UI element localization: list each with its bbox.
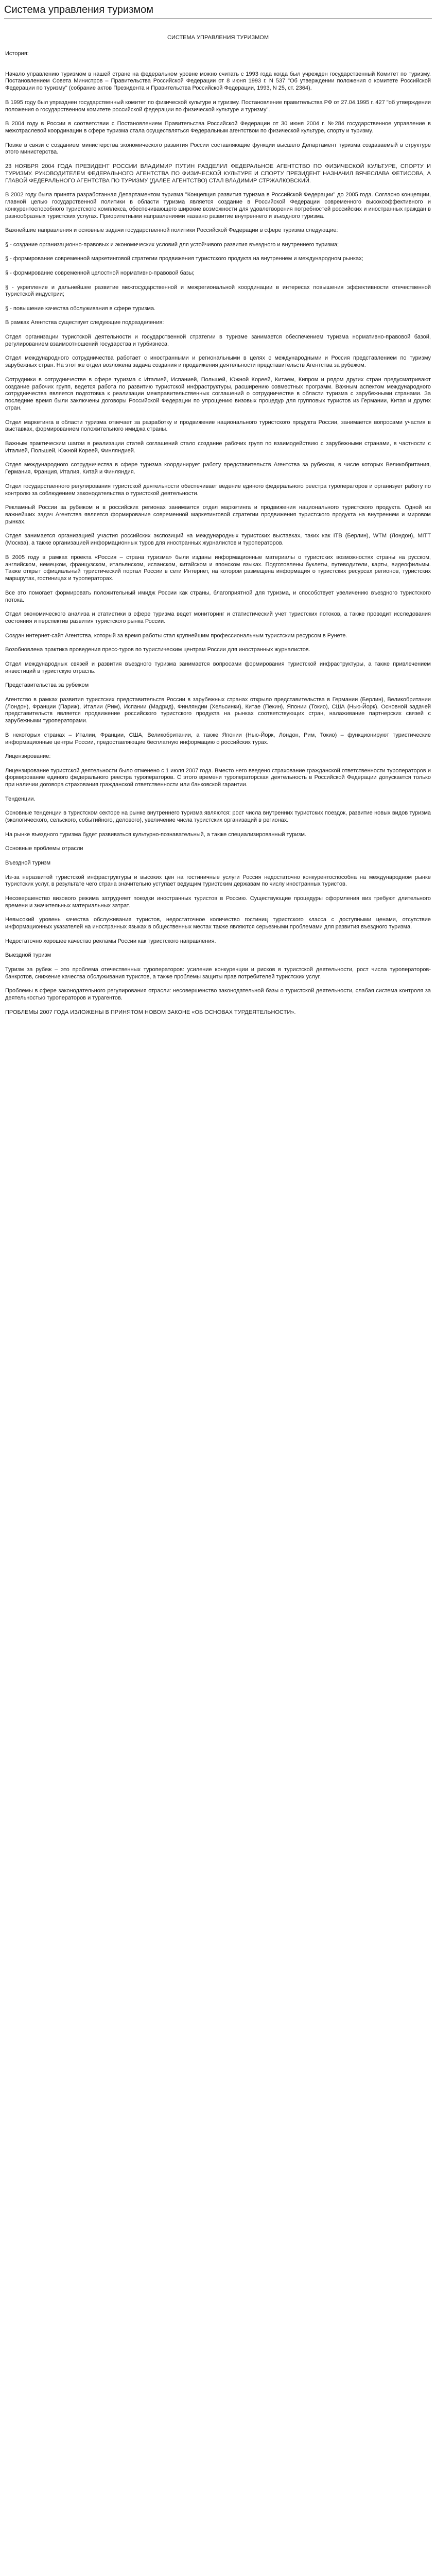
paragraph: Несовершенство визового режима затрудняет поездки иностранных туристов в Россию. Существующие процедуры оформления виз требуют длительного времени и значительных материальных затрат. xyxy=(5,895,431,909)
paragraph: § - формирование современной целостной нормативно-правовой базы; xyxy=(5,269,195,276)
paragraph: В некоторых странах – Италии, Франции, США, Великобритании, а также Японии (Нью-Йорк, Лондон, Рим, Токио) – функционируют туристические информационные центры России, предоставляющие бесплатную информацию о российских турах. xyxy=(5,732,431,745)
history-label: История: xyxy=(5,50,29,57)
paragraph: Агентство в рамках развития туристских представительств России в зарубежных странах открыло представительства в Германии (Берлин), Великобритании (Лондон), Франции (Париж), Италии (Рим), Испании (Мадрид), Финляндии (Хельсинки), Китае (Пекин), Японии (Токио), США (Нью-Йорк). Основной задачей представительств является продвижение российского туристского продукта на рынках соответствующих стран, налаживание партнерских связей с зарубежными туроператорами. xyxy=(5,696,431,724)
paragraph: § - формирование современной маркетинговой стратегии продвижения туристского продукта на внутреннем и международном рынках; xyxy=(5,256,363,262)
paragraph: Представительства за рубежом xyxy=(5,682,89,689)
paragraph: Основные тенденции в туристском секторе на рынке внутреннего туризма являются: рост числа внутренних туристских поездок, развитие новых видов туризма (экологического, сельского, событийного, делового), увеличение числа туристских организаций в регионах. xyxy=(5,810,431,824)
paragraph: Сотрудники в сотрудничестве в сфере туризма с Италией, Испанией, Польшей, Южной Кореей, Китаем, Кипром и рядом других стран предусматривают создание рабочих групп, ведется работа по развитию туристской инфраструктуры, расширению совместных программ. Важным аспектом международного сотрудничества является подготовка к реализации межправительственных соглашений о сотрудничестве в области туризма с зарубежными странами. За последние время были заключены договоры Российской Федерации по упрощению визовых процедур для групповых туристов из Германии, Китая и других стран. xyxy=(5,376,431,412)
paragraph: В 2004 году в России в соответствии с Постановлением Правительства Российской Федерации от 30 июня 2004 г. №284 государственное управление в межотраслевой координации в сфере туризма стала осуществляться Федеральным агентством по физической культуре, спорту и туризму. xyxy=(5,121,431,134)
paragraph: Важным практическим шагом в реализации статей соглашений стало создание рабочих групп по взаимодействию с зарубежными странами, в частности с Италией, Польшей, Южной Кореей, Финляндией. xyxy=(5,440,431,454)
paragraph: В 2005 году в рамках проекта «Россия – страна туризма» были изданы информационные материалы о туристских возможностях страны на русском, английском, немецком, французском, итальянском, испанском, китайском и японском языках. Подготовлены буклеты, путеводители, карты, видеофильмы. Также открыт официальный туристический портал России в сети Интернет, на котором размещена информация о туристских ресурсах регионов, туристских маршрутах, гостиницах и туроператорах. xyxy=(5,554,431,582)
paragraph: В рамках Агентства существует следующие подразделения: xyxy=(5,319,164,326)
paragraph: Начало управлению туризмом в нашей стране на федеральном уровне можно считать с 1993 года когда был учрежден государственный Комитет по туризму. Постановлением Совета Министров – Правительства Российской Федерации от 8 июня 1993 г. N 537 "Об утверждении положения о комитете Российской Федерации по туризму" (собрание актов Президента и Правительства Российской Федерации, 1993, N 25, ст. 2364). xyxy=(5,71,431,92)
paragraph: Туризм за рубеж – это проблема отечественных туроператоров: усиление конкуренции и рисков в туристской деятельности, рост числа туроператоров-банкротов, снижение качества обслуживания туристов, а также проблемы защиты прав потребителей туристских услуг. xyxy=(5,967,431,980)
paragraph: Отдел международного сотрудничества в сфере туризма координирует работу представительств Агентства за рубежом, в числе которых Великобритания, Германия, Франция, Италия, Китай и Финляндия. xyxy=(5,462,431,476)
paragraph: Рекламный Росcии за рубежом и в российских регионах занимается отдел маркетинга и продвижения национального туристского продукта. Одной из важнейших задач Агентства является формирование современной маркетинговой стратегии продвижения туристского продукта на внутреннем и мировом рынках. xyxy=(5,504,431,525)
paragraph: Невысокий уровень качества обслуживания туристов, недостаточное количество гостиниц туристского класса с доступными ценами, отсутствие информационных указателей на иностранных языках в общественных местах также являются серьезными проблемами для развития въездного туризма. xyxy=(5,917,431,930)
paragraph: Отдел экономического анализа и статистики в сфере туризма ведет мониторинг и статистический учет туристских потоков, а также проводит исследования состояния и перспектив развития туристского рынка России. xyxy=(5,611,431,624)
paragraph: ПРОБЛЕМЫ 2007 ГОДА ИЗЛОЖЕНЫ В ПРИНЯТОМ НОВОМ ЗАКОНЕ «ОБ ОСНОВАХ ТУРДЕЯТЕЛЬНОСТИ». xyxy=(5,1009,296,1015)
paragraph: Все это помогает формировать положительный имидж России как страны, благоприятной для туризма, и способствует увеличению въездного туристского потока. xyxy=(5,589,431,603)
paragraph: Основные проблемы отрасли xyxy=(5,845,83,852)
paragraph: Выездной туризм xyxy=(5,952,51,959)
paragraph-list xyxy=(5,71,431,1016)
paragraph: Проблемы в сфере законодательного регулирования отрасли: несовершенство законодательной базы о туристской деятельности, слабая система контроля за деятельностью туроператоров и турагентов. xyxy=(5,988,431,1002)
paragraph: В 2002 году была принята разработанная Департаментом туризма "Концепция развития туризма в Российской Федерации" до 2005 года. Согласно концепции, главной целью государственной политики в области туризма является создание в Российской Федерации современного высокоэффективного и конкурентоспособного туристского комплекса, обеспечивающего широкие возможности для удовлетворения потребностей российских и иностранных граждан в разнообразных туристских услугах. Приоритетными направлениями названо развитие внутреннего и въездного туризма. xyxy=(5,192,431,219)
paragraph: Лицензирование туристской деятельности было отменено с 1 июля 2007 года. Вместо него введено страхование гражданской ответственности туроператоров и формирование единого федерального реестра туроператоров. С этого времени туроператорская деятельность в Российской Федерации допускается только при наличии договора страхования гражданской ответственности или банковской гарантии. xyxy=(5,767,431,788)
document-body xyxy=(0,35,436,1016)
paragraph: Отдел международного сотрудничества работает с иностранными и региональными в целях с международными и Россия представлением по туризму зарубежных стран. На этот же отдел возложена задача создания и продвижения деятельности представительств Агентства за рубежом. xyxy=(5,355,431,369)
site-title: Система управления туризмом xyxy=(4,4,153,15)
paragraph: Создан интернет-сайт Агентства, который за время работы стал крупнейшим профессиональным туристским ресурсом в Рунете. xyxy=(5,632,347,639)
paragraph: В 1995 году был упразднен государственный комитет по физической культуре и туризму. Постановление правительства РФ от 27.04.1995 г. 427 "об утверждении положения о государственном комитете российской федерации по физической культуре и туризму". xyxy=(5,99,431,113)
paragraph: § - укрепление и дальнейшее развитие межгосударственной и межрегиональной координации в интересах повышения эффективности отечественной туристской индустрии; xyxy=(5,284,431,298)
paragraph: Отдел маркетинга в области туризма отвечает за разработку и продвижение национального туристского продукта России, занимается вопросами участия в выставках, формированием положительного имиджа страны. xyxy=(5,419,431,433)
document-title: СИСТЕМА УПРАВЛЕНИЯ ТУРИЗМОМ xyxy=(167,35,269,41)
paragraph: Отдел организации туристской деятельности и государственной стратегии в туризме занимается обеспечением туризма нормативно-правовой базой, регулированием взаимоотношений государства и турбизнеса. xyxy=(5,334,431,347)
paragraph: 23 НОЯБРЯ 2004 ГОДА ПРЕЗИДЕНТ РОССИИ ВЛАДИМИР ПУТИН РАЗДЕЛИЛ ФЕДЕРАЛЬНОЕ АГЕНТСТВО ПО ФИЗИЧЕСКОЙ КУЛЬТУРЕ, СПОРТУ И ТУРИЗМУ. РУКОВОДИТЕЛЕМ ФЕДЕРАЛЬНОГО АГЕНТСТВА ПО ФИЗИЧЕСКОЙ КУЛЬТУРЕ И СПОРТУ ПРЕЗИДЕНТ НАЗНАЧИЛ ВЯЧЕСЛАВА ФЕТИСОВА, А ГЛАВОЙ ФЕДЕРАЛЬНОГО АГЕНТСТВА ПО ТУРИЗМУ (ДАЛЕЕ АГЕНТСТВО) СТАЛ ВЛАДИМИР СТРЖАЛКОВСКИЙ. xyxy=(5,163,431,184)
paragraph: Недостаточно хорошее качество рекламы России как туристского направления. xyxy=(5,938,216,944)
paragraph: Важнейшие направления и основные задачи государственной политики Российской Федерации в сфере туризма следующие: xyxy=(5,227,338,234)
paragraph: Лицензирование: xyxy=(5,753,51,760)
paragraph: Отдел занимается организацией участия российских экспозиций на международных туристских выставках, таких как ITB (Берлин), WTM (Лондон), MITT (Москва), а также организацией информационных туров для иностранных журналистов и туроператоров. xyxy=(5,533,431,547)
paragraph: На рынке въездного туризма будет развиваться культурно-познавательный, а также специализированный туризм. xyxy=(5,831,307,838)
paragraph: § - создание организационно-правовых и экономических условий для устойчивого развития въездного и внутреннего туризма; xyxy=(5,241,339,248)
paragraph: Возобновлена практика проведения пресс-туров по туристическим центрам России для иностранных журналистов. xyxy=(5,647,310,653)
paragraph: Отдел международных связей и развития въездного туризма занимается вопросами формирования туристской инфраструктуры, а также привлечением инвестиций в туристскую отрасль. xyxy=(5,660,431,674)
paragraph: Тенденции. xyxy=(5,795,36,802)
paragraph: Из-за неразвитой туристской инфраструктуры и высоких цен на гостиничные услуги Россия недостаточно конкурентоспособна на международном рынке туристских услуг, в результате чего страна значительно уступает ведущим туристским державам по числу иностранных туристов. xyxy=(5,874,431,888)
paragraph: § - повышение качества обслуживания в сфере туризма. xyxy=(5,305,156,312)
paragraph: Въездной туризм xyxy=(5,860,51,867)
paragraph: Позже в связи с созданием министерства экономического развития России составляющие функции высшего Департамент туризма создаваемый в структуре этого министерства. xyxy=(5,142,431,156)
paragraph: Отдел государственного регулирования туристской деятельности обеспечивает ведение единого федерального реестра туроператоров и организует работу по контролю за соблюдением законодательства о туристской деятельности. xyxy=(5,483,431,497)
